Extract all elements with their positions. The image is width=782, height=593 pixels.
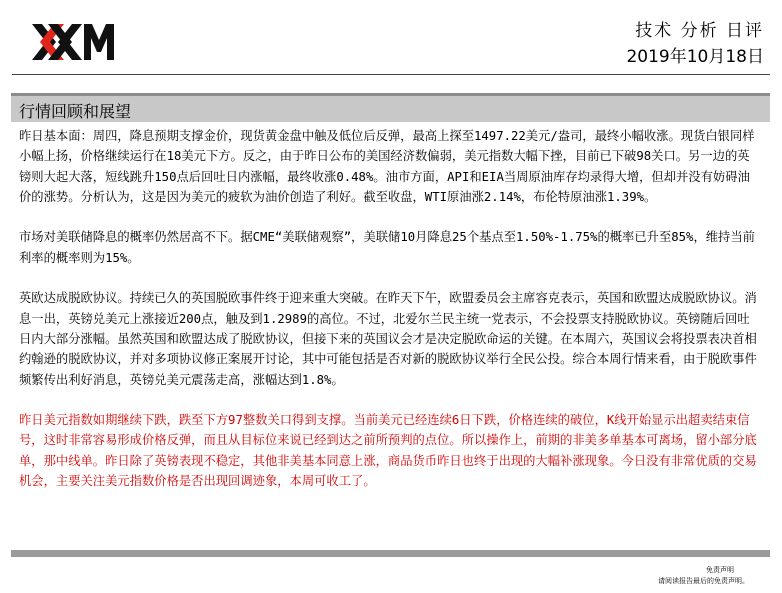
disclaimer-title: 免责声明 bbox=[706, 566, 734, 574]
footer-bar bbox=[11, 550, 770, 557]
paragraph-fundamentals: 昨日基本面：周四，降息预期支撑金价，现货黄金盘中触及低位后反弹，最高上探至1497.22美元/盎司，最终小幅收涨。现货白银同样小幅上扬，价格继续运行在18美元下方。反之，由于昨日公布的美国经济数偏弱，美元指数大幅下挫，目前已下破98关口。另一边的英镑则大起大落，短线跳升150点后回吐日内涨幅，最终收涨0.48%。油市方面，API和EIA当周原油库存均录得大增，但却并没有妨碍油价的涨势。分析认为，这是因为美元的疲软为油价创造了利好。截至收盘，WTI原油涨2.14%，布伦特原油涨1.39%。 bbox=[19, 129, 755, 204]
report-title: 技术 分析 日评 bbox=[635, 21, 764, 41]
section-title: 行情回顾和展望 bbox=[19, 102, 132, 121]
report-body bbox=[19, 126, 759, 491]
paragraph-fed-odds: 市场对美联储降息的概率仍然居高不下。据CME“美联储观察”，美联储10月降息25个基点至1.50%-1.75%的概率已升至85%，维持当前利率的概率则为15%。 bbox=[19, 230, 755, 265]
xm-logo bbox=[32, 22, 118, 62]
report-date: 2019年10月18日 bbox=[626, 47, 764, 67]
disclaimer-text: 请阅读报告最后的免责声明。 bbox=[658, 577, 749, 585]
paragraph-usd-outlook: 昨日美元指数如期继续下跌，跌至下方97整数关口得到支撑。当前美元已经连续6日下跌，价格连续的破位，K线开始显示出超卖结束信号，这时非常容易形成价格反弹，而且从目标位来说已经到达之前所预判的点位。所以操作上，前期的非美多单基本可离场，留小部分底单，那中线单。昨日除了英镑表现不稳定，其他非美基本同意上涨，商品货币昨日也终于出现的大幅补涨现象。今日没有非常优质的交易机会，主要关注美元指数价格是否出现回调迹象，本周可收工了。 bbox=[19, 413, 757, 489]
section-header bbox=[11, 93, 770, 122]
paragraph-brexit: 英欧达成脱欧协议。持续已久的英国脱欧事件终于迎来重大突破。在昨天下午，欧盟委员会主席容克表示，英国和欧盟达成脱欧协议。消息一出，英镑兑美元上涨接近200点，触及到1.2989的高位。不过，北爱尔兰民主统一党表示，不会投票支持脱欧协议。英镑随后回吐日内大部分涨幅。虽然英国和欧盟达成了脱欧协议，但接下来的英国议会才是决定脱欧命运的关键。在本周六，英国议会将投票表决首相约翰逊的脱欧协议，并对多项协议修正案展开讨论，其中可能包括是否对新的脱欧协议举行全民公投。综合本周行情来看，由于脱欧事件频繁传出利好消息，英镑兑美元震荡走高，涨幅达到1.8%。 bbox=[19, 291, 757, 387]
header-divider bbox=[12, 74, 770, 75]
